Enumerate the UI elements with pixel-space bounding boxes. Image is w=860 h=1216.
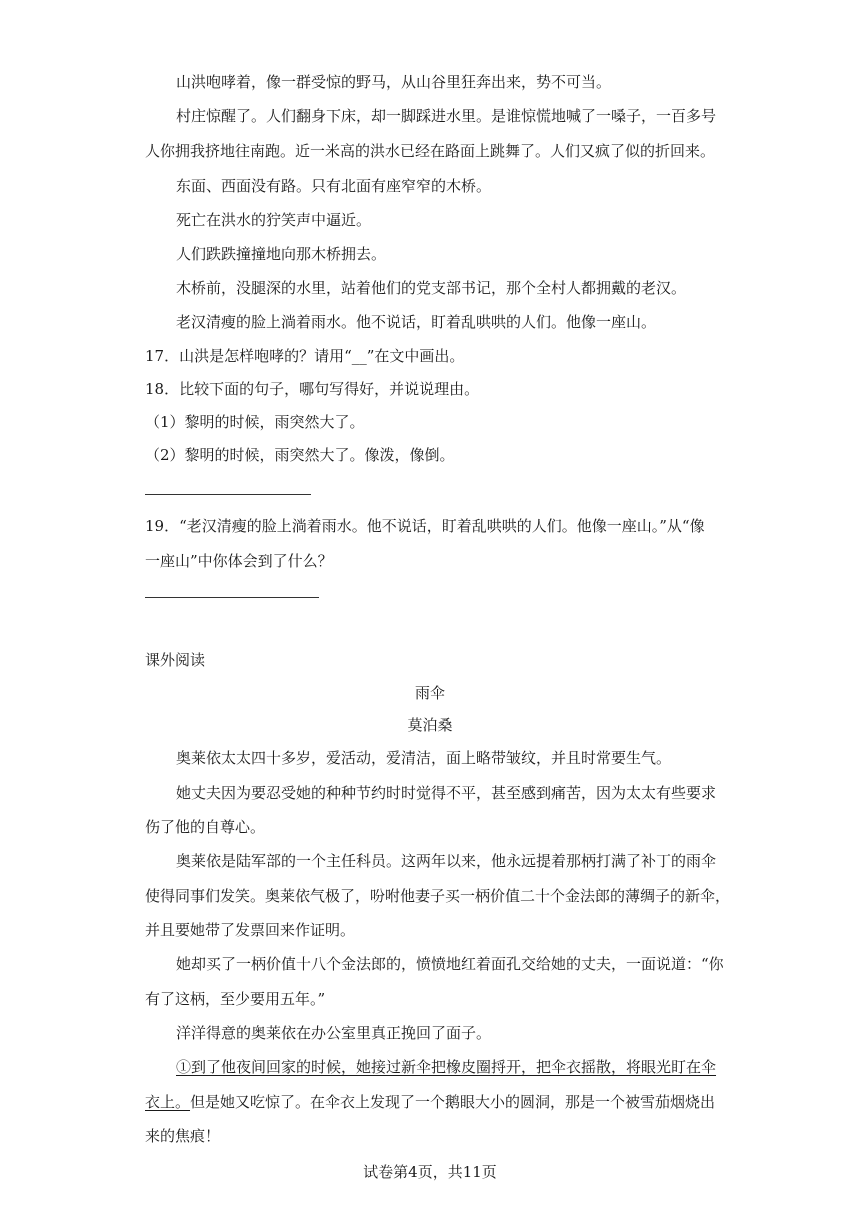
passage2-line: 伤了他的自尊心。 <box>145 818 266 836</box>
passage2-line: 洋洋得意的奥莱依在办公室里真正挽回了面子。 <box>176 1024 492 1042</box>
underlined-sentence-part2: 衣上。 <box>145 1093 191 1111</box>
passage1-line: 人你拥我挤地往南跑。近一米高的洪水已经在路面上跳舞了。人们又疯了似的折回来。 <box>145 142 716 160</box>
question-18-option-2: （2）黎明的时候，雨突然大了。像泼，像倒。 <box>145 446 455 464</box>
passage2-line: 来的焦痕！ <box>145 1127 221 1145</box>
question-17: 17．山洪是怎样咆哮的？请用“__”在文中画出。 <box>145 347 465 365</box>
passage2-line-mixed <box>145 1092 715 1112</box>
answer-line-19[interactable] <box>145 597 319 598</box>
passage1-line: 人们跌跌撞撞地向那木桥拥去。 <box>176 245 387 263</box>
question-19-line2: 一座山”中你体会到了什么？ <box>145 552 333 570</box>
passage2-line: 她却买了一柄价值十八个金法郎的，愤愤地红着面孔交给她的丈夫，一面说道：“你 <box>176 955 724 973</box>
passage2-line: 使得同事们发笑。奥莱依气极了，吩咐他妻子买一柄价值二十个金法郎的薄绸子的新伞， <box>145 887 731 905</box>
question-19-line1: 19．“老汉清瘦的脸上淌着雨水。他不说话，盯着乱哄哄的人们。他像一座山。”从“像 <box>145 517 705 535</box>
passage2-line: 并且要她带了发票回来作证明。 <box>145 921 356 939</box>
passage2-line-rest: 但是她又吃惊了。在伞衣上发现了一个鹅眼大小的圆洞，那是一个被雪茄烟烧出 <box>190 1093 716 1111</box>
passage2-line: 有了这柄，至少要用五年。” <box>145 990 326 1008</box>
story-author: 莫泊桑 <box>407 716 453 734</box>
passage1-line: 木桥前，没腿深的水里，站着他们的党支部书记，那个全村人都拥戴的老汉。 <box>176 279 687 297</box>
story-title: 雨伞 <box>414 684 445 702</box>
question-18-option-1: （1）黎明的时候，雨突然大了。 <box>145 413 365 431</box>
answer-line-18[interactable] <box>145 494 311 495</box>
passage2-line: 奥莱依太太四十多岁，爱活动，爱清洁，面上略带皱纹，并且时常要生气。 <box>176 749 672 767</box>
question-18: 18．比较下面的句子，哪句写得好，并说说理由。 <box>145 380 480 398</box>
passage1-line: 老汉清瘦的脸上淌着雨水。他不说话，盯着乱哄哄的人们。他像一座山。 <box>176 313 657 331</box>
section-heading: 课外阅读 <box>145 651 206 669</box>
passage1-line: 东面、西面没有路。只有北面有座窄窄的木桥。 <box>176 177 492 195</box>
passage2-line: 她丈夫因为要忍受她的种种节约时时觉得不平，甚至感到痛苦，因为太太有些要求 <box>176 784 717 802</box>
underlined-sentence-part1: ①到了他夜间回家的时候，她接过新伞把橡皮圈捋开，把伞衣摇散，将眼光盯在伞 <box>176 1058 717 1076</box>
page-footer: 试卷第4页，共11页 <box>363 1163 497 1181</box>
passage1-line: 村庄惊醒了。人们翻身下床，却一脚踩进水里。是谁惊慌地喊了一嗓子，一百多号 <box>176 107 717 125</box>
passage1-line: 死亡在洪水的狞笑声中逼近。 <box>176 211 372 229</box>
passage2-line: 奥莱依是陆军部的一个主任科员。这两年以来，他永远提着那柄打满了补丁的雨伞 <box>176 852 717 870</box>
passage1-line: 山洪咆哮着，像一群受惊的野马，从山谷里狂奔出来，势不可当。 <box>176 73 612 91</box>
